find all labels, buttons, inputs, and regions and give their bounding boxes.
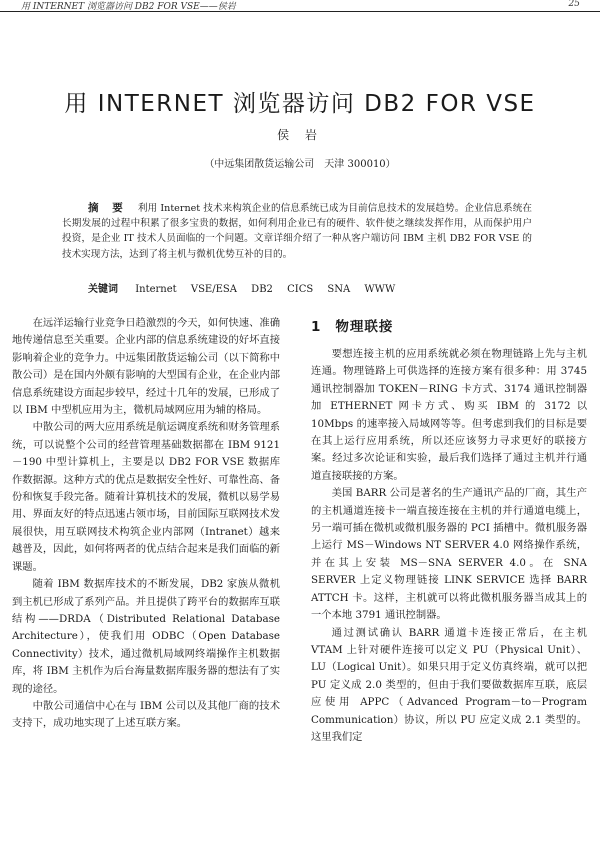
section-title: 物理联接 xyxy=(335,319,394,335)
abstract xyxy=(62,201,532,262)
section-number: 1 xyxy=(311,319,322,335)
section-heading xyxy=(311,317,587,337)
keywords xyxy=(88,280,538,295)
body-paragraph: 随着 IBM 数据库技术的不断发展，DB2 家族从微机到主机已形成了系列产品。并且提供了跨平台的数据库互联结构——DRDA（Distributed Relational Database Architecture），使我们用 ODBC（Open Database Connectivity）技术，通过微机局域网终端操作主机数据库，将 IBM 主机作为后台海量数据库服务器的想法有了实现的途径。 xyxy=(12,578,280,695)
body-paragraph: 要想连接主机的应用系统就必须在物理链路上先与主机连通。物理链路上可供选择的连接方案有很多种：用 3745 通讯控制器加 TOKEN－RING 卡方式、3174 通讯控制器加 ETHERNET 网卡方式、购买 IBM 的 3172 以 10Mbps 的速率接入局域网等等。但考虑到我们的目标是要在其上运行应用系统，所以还应该努力寻求更好的联接方案。经过多次论证和实验，最后我们选择了通过主机并行通道直接联接的方案。 xyxy=(311,348,587,482)
paper-title: 用 INTERNET 浏览器访问 DB2 FOR VSE xyxy=(64,91,536,118)
keywords-label: 关键词 xyxy=(88,284,118,295)
body-paragraph: 中散公司的两大应用系统是航运调度系统和财务管理系统，可以说整个公司的经营管理基础数据都在 IBM 9121－190 中型计算机上，主要是以 DB2 FOR VSE 数据库作数据源。这种方式的优点是数据安全性好、可靠性高、备份和恢复手段完备。随着计算机技术的发展，微机以易学易用、界面友好的特点迅速占领市场，目前国际互联网技术发展很快，用互联网技术构筑企业内部网（Intranet）越来越普及，因此，如何将两者的优点结合起来是我们面临的新课题。 xyxy=(12,421,280,573)
abstract-text: 利用 Internet 技术来构筑企业的信息系统已成为目前信息技术的发展趋势。企业信息系统在长期发展的过程中积累了很多宝贵的数据，如何利用企业已有的硬件、软件使之继续发挥作用，从而保护用户投资，是企业 IT 技术人员面临的一个问题。文章详细介绍了一种从客户端访问 IBM 主机 DB2 FOR VSE 的技术实现方法，达到了将主机与微机优势互补的目的。 xyxy=(62,203,532,260)
author: 侯 岩 xyxy=(277,128,323,142)
body-paragraph: 在远洋运输行业竞争日趋激烈的今天，如何快速、准确地传递信息至关重要。企业内部的信息系统建设的好坏直接影响着企业的竞争力。中远集团散货运输公司（以下简称中散公司）是在国内外颇有影响的大型国有企业，在企业内部信息系统建设方面起步较早，经过十几年的发展，已形成了以 IBM 中型机应用为主，微机局域网应用为辅的格局。 xyxy=(12,317,280,417)
keyword: VSE/ESA xyxy=(190,284,237,295)
keyword: DB2 xyxy=(251,284,273,295)
keyword-list xyxy=(135,284,406,295)
right-column xyxy=(311,317,587,746)
running-header xyxy=(0,0,600,12)
body-paragraph: 美国 BARR 公司是著名的生产通讯产品的厂商，其生产的主机通道连接卡一端直接连接在主机的并行通道电缆上，另一端可插在微机或微机服务器的 PCI 插槽中。微机服务器上运行 MS－Windows NT SERVER 4.0 网络操作系统，并在其上安装 MS－SNA SERVER 4.0。在 SNA SERVER 上定义物理链接 LINK SERVICE 选择 BARR ATTCH 卡。这样，主机就可以将此微机服务器当成其上的一个本地 3791 通讯控制器。 xyxy=(311,487,587,622)
body-paragraph: 中散公司通信中心在与 IBM 公司以及其他厂商的技术支持下，成功地实现了上述互联方案。 xyxy=(12,699,280,730)
page-number: 25 xyxy=(568,0,580,9)
affiliation: （中远集团散货运输公司 天津 300010） xyxy=(204,159,396,170)
keyword: Internet xyxy=(135,284,177,295)
left-column xyxy=(12,315,280,733)
abstract-label: 摘 要 xyxy=(88,202,128,214)
keyword: SNA xyxy=(327,284,351,295)
keyword: CICS xyxy=(287,284,314,295)
keyword: WWW xyxy=(364,284,396,295)
body-paragraph: 通过测试确认 BARR 通道卡连接正常后，在主机 VTAM 上针对硬件连接可以定义 PU（Physical Unit）、LU（Logical Unit）。如果只用于定义仿真终端，就可以把 PU 定义成 2.0 类型的，但由于我们要做数据库互联，底层应使用 APPC（Advanced Program－to－Program Communication）协议，所以 PU 应定义成 2.1 类型的。这里我们定 xyxy=(311,626,587,743)
running-header-text: 用 INTERNET 浏览器访问 DB2 FOR VSE——侯岩 xyxy=(21,2,236,12)
